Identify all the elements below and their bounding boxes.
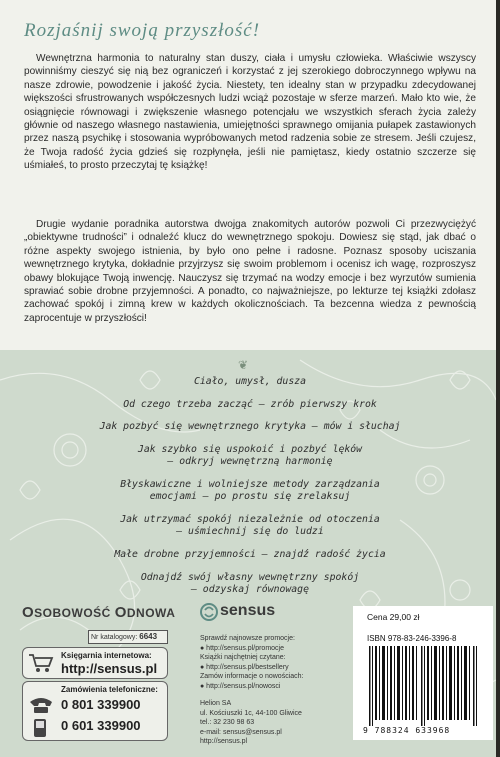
promo-line: Zamów informacje o nowościach: (200, 673, 304, 681)
toc-item (40, 479, 460, 503)
publisher-address (200, 699, 302, 747)
toc-line: Jak pozbyć się wewnętrznego krytyka — mów i słuchaj (99, 421, 401, 433)
promo-link[interactable]: ● http://sensus.pl/promocje (200, 644, 284, 652)
toc-line: Odnajdź swój własny wewnętrzny spokój (140, 571, 360, 583)
bookstore-label: Księgarnia internetowa: (61, 651, 152, 660)
promo-line: Sprawdź najnowsze promocje: (200, 635, 295, 642)
promo-link[interactable]: ● http://sensus.pl/nowosci (200, 682, 281, 690)
series-logo-word: SOBOWOŚĆ (34, 606, 111, 620)
address-line: http://sensus.pl (200, 738, 248, 746)
toc-item (40, 514, 460, 538)
ean-number: 9 788324 633968 (363, 726, 451, 735)
address-line: tel.: 32 230 98 63 (200, 719, 255, 727)
toc-item (40, 549, 460, 561)
bookstore-url[interactable]: http://sensus.pl (61, 661, 158, 676)
price-barcode-box (353, 606, 493, 740)
catalog-number (88, 630, 168, 644)
toc-line: — uśmiechnij się do ludzi (176, 526, 324, 538)
table-of-contents (40, 376, 460, 606)
series-logo (22, 604, 175, 621)
price-label: Cena 29,00 zł (367, 612, 420, 622)
promo-info (200, 634, 304, 692)
isbn-label: ISBN 978-83-246-3396-8 (367, 634, 457, 643)
toc-line: Jak szybko się uspokoić i pozbyć lęków (137, 444, 363, 456)
phone-number-1: 0 801 339900 (61, 697, 141, 712)
series-logo-initial: O (22, 604, 35, 621)
publisher-logo: sensus (220, 602, 276, 619)
address-line: e-mail: sensus@sensus.pl (200, 728, 282, 736)
toc-item (40, 399, 460, 411)
address-line: Helion SA (200, 700, 232, 707)
toc-line: emocjami — po prostu się zrelaksuj (149, 491, 351, 503)
toc-line: Ciało, umysł, dusza (193, 376, 307, 387)
sensus-logo-icon (200, 603, 218, 621)
toc-item (40, 376, 460, 388)
promo-link[interactable]: ● http://sensus.pl/bestsellery (200, 663, 289, 671)
toc-item (40, 572, 460, 596)
bookstore-box (22, 647, 168, 679)
toc-line: Jak utrzymać spokój niezależnie od otoczenia (120, 513, 380, 525)
headline: Rozjaśnij swoją przyszłość! (24, 20, 261, 41)
phone-orders-box (22, 681, 168, 741)
barcode-icon (367, 646, 479, 726)
shopping-cart-icon (28, 653, 54, 673)
toc-item (40, 444, 460, 468)
toc-line: Od czego trzeba zacząć — zrób pierwszy krok (123, 398, 377, 410)
toc-line: Błyskawiczne i wolniejsze metody zarządzania (120, 479, 380, 491)
toc-item (40, 421, 460, 433)
catalog-value: 6643 (139, 632, 158, 641)
phone-orders-label: Zamówienia telefoniczne: (61, 685, 158, 694)
book-edge (496, 0, 500, 757)
toc-line: Małe drobne przyjemności — znajdź radość życia (114, 548, 386, 560)
toc-line: — odkryj wewnętrzną harmonię (167, 456, 333, 468)
series-logo-initial: O (114, 604, 127, 621)
toc-line: — odzyskaj równowagę (191, 583, 309, 595)
address-line: ul. Kościuszki 1c, 44-100 Gliwice (200, 709, 302, 717)
mobile-phone-icon (33, 718, 47, 738)
description-paragraph-2: Drugie wydanie poradnika autorstwa dwojga znakomitych autorów pozwoli Ci przezwyciężyć „obiektywne trudności” i odnaleźć klucz do wewnętrznego spokoju. Dowiesz się stąd, jak dbać o różne aspekty swojego istnienia, by było ono pełne i radosne. Poznasz sposoby uciszania wewnętrznego krytyka, dokładnie przyjrzysz się swoim problemom i ocenisz ich wagę, rozproszysz obawy blokujące Twoją inwencję. Nauczysz się trzymać na wodzy emocje i bez wyrzutów sumienia sprawiać sobie drobne przyjemności. A ponadto, co najważniejsze, po lekturze tej książki zdołasz zachować spokój i zimną krew w każdych okolicznościach. Ta bezcenna wiedza z pewnością zaprocentuje w przyszłości! (24, 219, 476, 324)
promo-line: Książki najchętniej czytane: (200, 654, 286, 662)
catalog-label: Nr katalogowy: (91, 634, 138, 641)
series-logo-word: DNOWA (126, 606, 176, 620)
phone-icon (28, 696, 54, 714)
leaf-divider-icon: ❦ (238, 358, 249, 372)
description-paragraph-1: Wewnętrzna harmonia to naturalny stan duszy, ciała i umysłu człowieka. Właściwie wszyscy powinniśmy cieszyć się nią bez ograniczeń i korzystać z jej szerokiego dobroczynnego wpływu na nasze zdrowie, powodzenie i jakość życia. Niestety, ten idealny stan w przypadku zdecydowanej większości sfrustrowanych współczesnych ludzi wciąż pozostaje w sferze marzeń. Mało kto wie, że osiągnięcie równowagi i zwiększenie własnego potencjału we wszystkich sferach życia zależy głównie od naszego własnego nastawienia, umiejętności sprawnego omijania pułapek zastawionych przez naszą psychikę i stosowania wypróbowanych metod radzenia sobie ze stresem. Jeśli czujesz, że Twoja radość życia gdzieś się rozpłynęła, jeśli nie pamiętasz, kiedy ostatnio szczerze się uśmiałeś, to prosto przeczytaj tę książkę! (24, 53, 476, 172)
phone-number-2: 0 601 339900 (61, 718, 141, 733)
